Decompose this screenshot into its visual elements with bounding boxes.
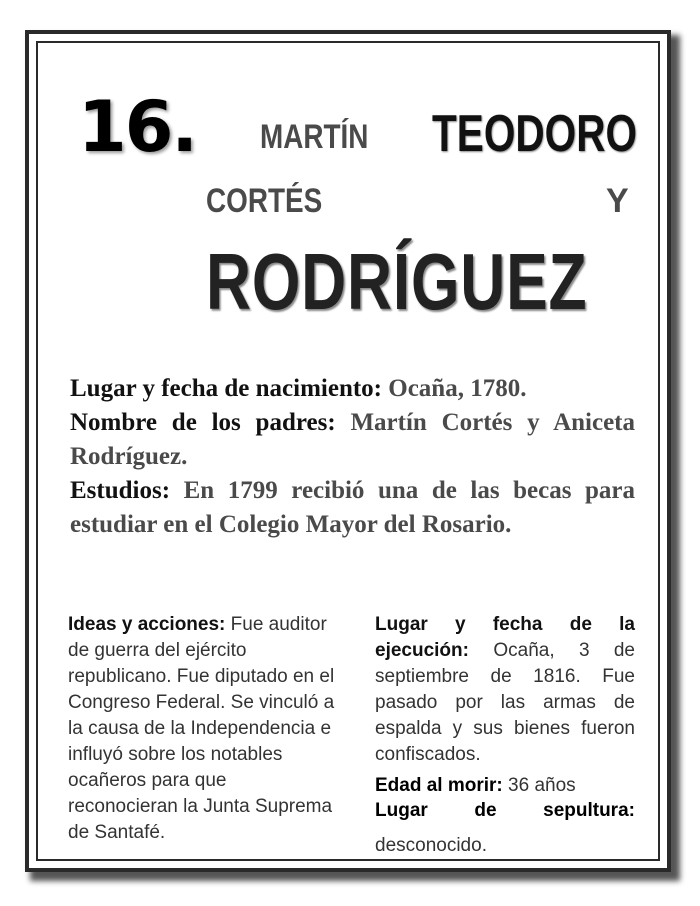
second-surname: RODRÍGUEZ [206,237,588,326]
ideas-label: Ideas y acciones: [68,614,226,635]
execution-value: Ocaña, 3 de septiembre de 1816. Fue pasado por las armas de espalda y sus bienes fueron confiscados. [375,640,635,765]
burial-label [375,800,635,822]
studies-value: En 1799 recibió una de las becas para estudiar en el Colegio Mayor del Rosario. [70,477,635,538]
age-line [375,773,635,799]
first-name: MARTÍN [260,118,369,156]
ideas-block [68,612,336,846]
burial-value: desconocido. [375,835,487,856]
parents-value: Martín Cortés y Aniceta Rodríguez. [70,409,635,470]
birth-label: Lugar y fecha de nacimiento: [70,375,383,402]
entry-number: 16. [78,86,197,168]
studies-line [70,474,635,542]
second-name: TEODORO [432,105,638,163]
age-value: 36 años [508,775,576,796]
burial-label-word3: sepultura: [543,800,635,821]
surname-conjunction: Y [606,182,629,220]
parents-label: Nombre de los padres: [70,409,336,436]
first-surname: CORTÉS [206,182,323,220]
biography-block [70,372,635,542]
age-label: Edad al morir: [375,775,503,796]
burial-label-word2: de [474,800,497,821]
birth-line [70,372,635,406]
birth-value: Ocaña, 1780. [388,375,527,402]
parents-line [70,406,635,474]
ideas-value: Fue auditor de guerra del ejército republicano. Fue diputado en el Congreso Federal. Se vinculó a la causa de la Independencia e influyó sobre los notables ocañeros para que reconocieran la Junta Suprema de Santafé. [68,614,335,843]
burial-label-word1: Lugar [375,800,428,821]
studies-label: Estudios: [70,477,171,504]
execution-label: Lugar y fecha de la ejecución: [375,614,635,661]
execution-block [375,612,635,768]
